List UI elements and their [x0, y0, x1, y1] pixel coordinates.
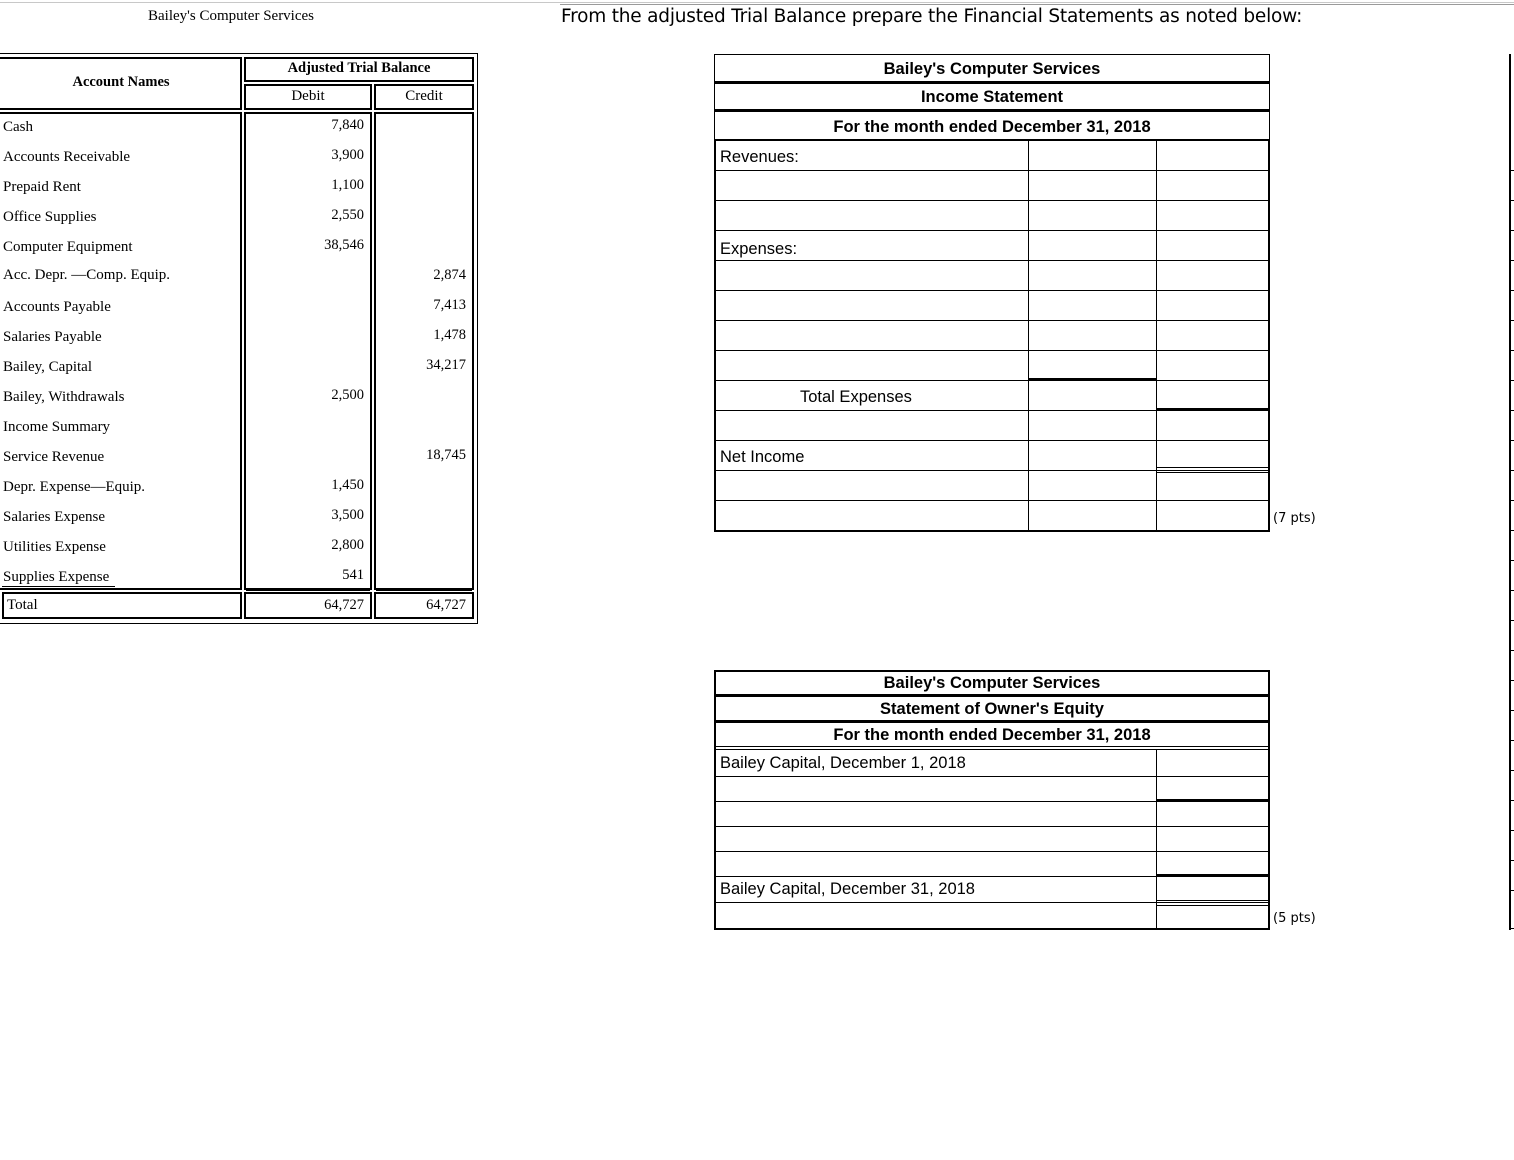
- edge-tick: [1509, 830, 1514, 831]
- account-name: Salaries Payable: [3, 329, 102, 345]
- account-names-header: Account Names: [72, 74, 170, 90]
- grid-row-line: [714, 470, 1270, 471]
- edge-tick: [1509, 928, 1514, 929]
- edge-tick: [1509, 650, 1514, 651]
- account-name: Cash: [3, 119, 33, 135]
- edge-tick: [1509, 860, 1514, 861]
- debit-value: 2,800: [331, 537, 364, 553]
- heading-rule: [714, 109, 1270, 112]
- debit-value: 3,500: [331, 507, 364, 523]
- edge-tick: [1509, 620, 1514, 621]
- debit-value: 3,900: [331, 147, 364, 163]
- edge-tick: [1509, 380, 1514, 381]
- credit-value: 18,745: [426, 447, 466, 463]
- edge-tick: [1509, 500, 1514, 501]
- debit-value: 541: [342, 567, 364, 583]
- edge-tick: [1509, 260, 1514, 261]
- edge-tick: [1509, 770, 1514, 771]
- income-statement-grid: [714, 140, 1270, 532]
- edge-tick: [1509, 680, 1514, 681]
- heading-rule: [714, 81, 1270, 84]
- edge-tick: [1509, 200, 1514, 201]
- debit-value: 2,550: [331, 207, 364, 223]
- debit-header: Debit: [291, 88, 325, 104]
- owners-equity-period: For the month ended December 31, 2018: [833, 726, 1151, 744]
- net-income-double-rule: [1157, 467, 1269, 468]
- total-expenses-rule: [1157, 408, 1269, 411]
- account-name: Depr. Expense—Equip.: [3, 479, 146, 495]
- credit-column: [374, 112, 474, 590]
- edge-tick: [1509, 350, 1514, 351]
- grid-row-line: [714, 200, 1270, 201]
- credit-total-rule: [376, 588, 472, 591]
- instruction-text: From the adjusted Trial Balance prepare the Financial Statements as noted below:: [561, 6, 1303, 27]
- debit-value: 2,500: [331, 387, 364, 403]
- grid-row-line: [714, 170, 1270, 171]
- credit-header: Credit: [405, 88, 443, 104]
- subtotal-rule: [1157, 799, 1269, 802]
- account-name: Bailey, Capital: [3, 359, 93, 375]
- owners-equity-points: (5 pts): [1273, 911, 1316, 926]
- account-name: Utilities Expense: [3, 539, 106, 555]
- account-name: Accounts Payable: [3, 299, 111, 315]
- debit-total-rule: [246, 588, 370, 591]
- company-name: Bailey's Computer Services: [148, 8, 315, 24]
- grid-row-line: [714, 380, 1270, 381]
- income-statement-company: Bailey's Computer Services: [883, 60, 1101, 78]
- heading-rule: [714, 720, 1270, 723]
- edge-tick: [1509, 710, 1514, 711]
- grid-row-line: [714, 320, 1270, 321]
- edge-tick: [1509, 530, 1514, 531]
- credit-value: 34,217: [426, 357, 466, 373]
- debit-value: 38,546: [324, 237, 364, 253]
- account-name: Supplies Expense: [3, 569, 110, 585]
- edge-line: [1509, 54, 1511, 930]
- net-income-double-rule: [1157, 472, 1269, 473]
- heading-rule: [714, 694, 1270, 697]
- total-expenses-label: Total Expenses: [800, 388, 912, 406]
- ending-double-rule: [1157, 900, 1269, 901]
- income-statement-title: Income Statement: [920, 88, 1064, 106]
- debit-value: 1,450: [331, 477, 364, 493]
- debit-total: 64,727: [324, 597, 364, 613]
- account-name: Accounts Receivable: [3, 149, 131, 165]
- edge-tick: [1509, 230, 1514, 231]
- edge-tick: [1509, 320, 1514, 321]
- expenses-label: Expenses:: [720, 240, 798, 258]
- edge-tick: [1509, 740, 1514, 741]
- account-name: Acc. Depr. —Comp. Equip.: [3, 267, 171, 283]
- account-name: Income Summary: [3, 419, 111, 435]
- beginning-capital-label: Bailey Capital, December 1, 2018: [720, 754, 966, 772]
- total-label-cell: [2, 592, 242, 619]
- edge-tick: [1509, 560, 1514, 561]
- ending-capital-label: Bailey Capital, December 31, 2018: [720, 880, 975, 898]
- account-name: Office Supplies: [3, 209, 97, 225]
- edge-tick: [1509, 800, 1514, 801]
- debit-value: 7,840: [331, 117, 364, 133]
- debit-value: 1,100: [331, 177, 364, 193]
- expenses-subtotal-rule: [1029, 378, 1156, 381]
- grid-row-line: [714, 500, 1270, 501]
- credit-value: 2,874: [433, 267, 466, 283]
- grid-row-line: [714, 851, 1270, 852]
- grid-row-line: [714, 230, 1270, 231]
- top-rule: [0, 2, 1514, 3]
- net-income-label: Net Income: [720, 448, 805, 466]
- account-name: Computer Equipment: [3, 239, 133, 255]
- grid-column-line: [1028, 140, 1029, 531]
- credit-total: 64,727: [426, 597, 466, 613]
- grid-row-line: [714, 260, 1270, 261]
- subtotal-rule: [1157, 874, 1269, 877]
- edge-tick: [1509, 470, 1514, 471]
- edge-tick: [1509, 590, 1514, 591]
- grid-row-line: [714, 440, 1270, 441]
- edge-tick: [1509, 890, 1514, 891]
- heading-rule: [714, 746, 1270, 747]
- total-label: Total: [7, 597, 38, 613]
- grid-row-line: [714, 902, 1270, 903]
- income-statement-period: For the month ended December 31, 2018: [833, 118, 1151, 136]
- account-name: Salaries Expense: [3, 509, 106, 525]
- revenues-label: Revenues:: [720, 148, 799, 166]
- edge-tick: [1509, 170, 1514, 171]
- top-rule-right: [560, 4, 1514, 5]
- grid-row-line: [714, 826, 1270, 827]
- income-statement-points: (7 pts): [1273, 511, 1316, 526]
- account-name: Prepaid Rent: [3, 179, 81, 195]
- owners-equity-title: Statement of Owner's Equity: [880, 700, 1104, 718]
- account-name: Service Revenue: [3, 449, 105, 465]
- edge-tick: [1509, 410, 1514, 411]
- edge-tick: [1509, 440, 1514, 441]
- credit-value: 1,478: [433, 327, 466, 343]
- heading-rule: [714, 749, 1270, 750]
- ending-double-rule: [1157, 905, 1269, 906]
- owners-equity-company: Bailey's Computer Services: [883, 674, 1101, 692]
- adjusted-trial-balance-title: Adjusted Trial Balance: [287, 60, 431, 76]
- account-name: Bailey, Withdrawals: [3, 389, 125, 405]
- grid-row-line: [714, 290, 1270, 291]
- grid-row-line: [714, 350, 1270, 351]
- last-account-underline: [2, 586, 115, 587]
- edge-tick: [1509, 290, 1514, 291]
- grid-row-line: [714, 776, 1270, 777]
- credit-value: 7,413: [433, 297, 466, 313]
